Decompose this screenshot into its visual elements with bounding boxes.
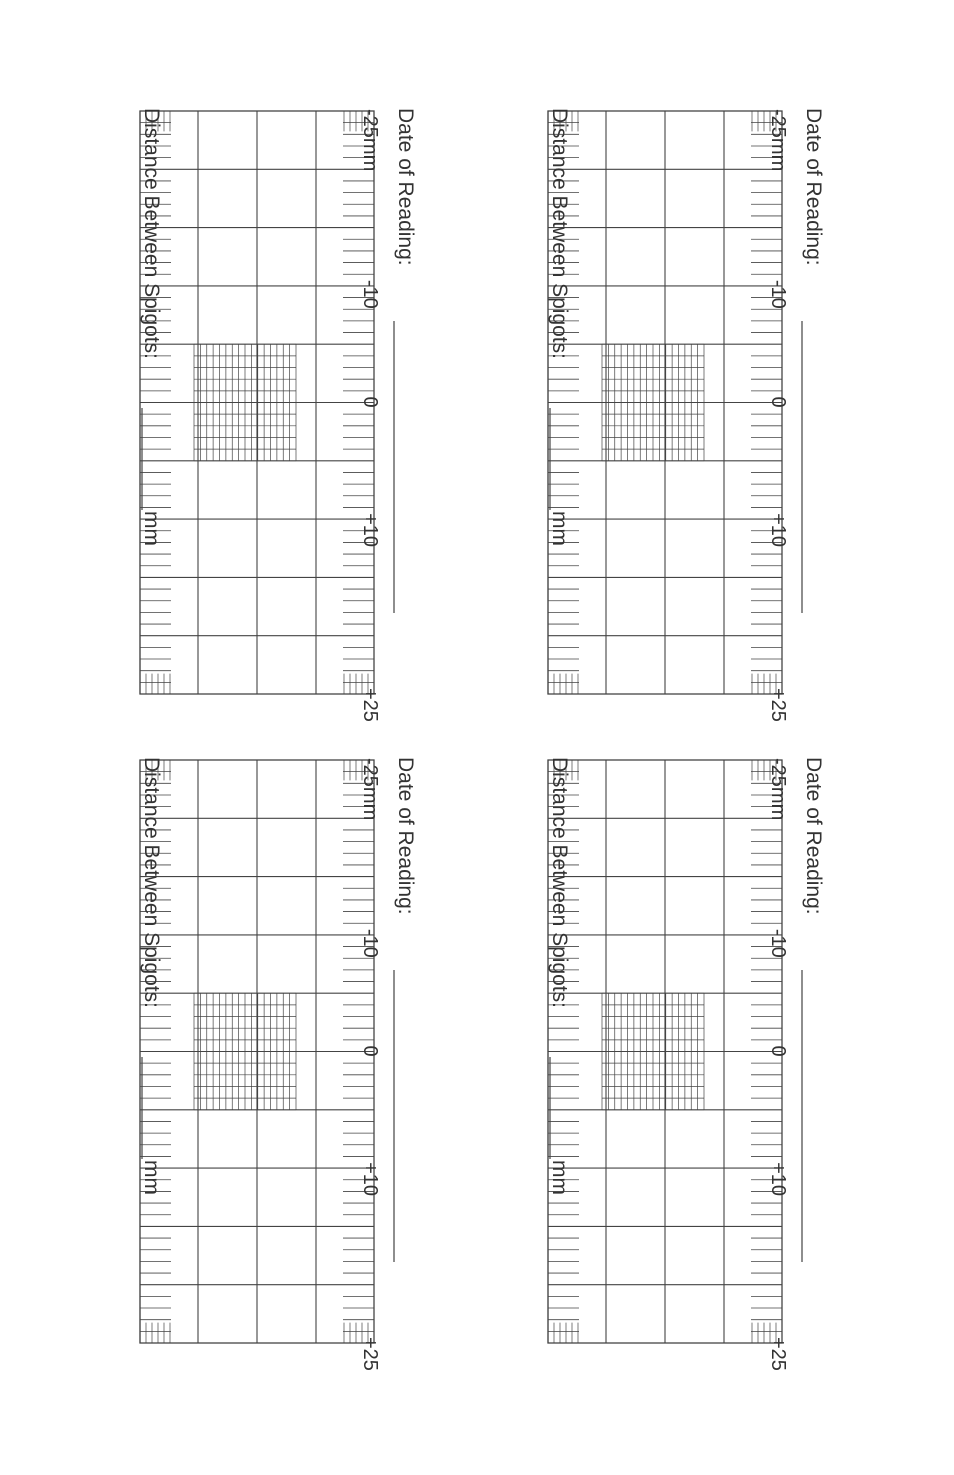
date-of-reading-label: Date of Reading: — [802, 757, 825, 915]
scale-label: -25mm — [359, 758, 381, 821]
date-of-reading-label: Date of Reading: — [394, 757, 417, 915]
distance-between-spigots-label: Distance Between Spigots: — [140, 108, 163, 359]
distance-between-spigots-label: Distance Between Spigots: — [548, 757, 571, 1008]
distance-unit-label: mm — [140, 1160, 163, 1195]
distance-unit-label: mm — [548, 1160, 571, 1195]
scale-label: -25mm — [359, 109, 381, 172]
scale-label: +25 — [767, 1337, 789, 1371]
scale-label: +10 — [359, 513, 381, 548]
date-of-reading-label: Date of Reading: — [802, 108, 825, 266]
scale-label: 0 — [767, 1045, 789, 1057]
scale-label: -10 — [359, 279, 381, 309]
scale-label: 0 — [359, 396, 381, 408]
scale-label: -10 — [767, 279, 789, 309]
scale-label: 0 — [359, 1045, 381, 1057]
scale-label: +10 — [359, 1162, 381, 1197]
distance-between-spigots-label: Distance Between Spigots: — [140, 757, 163, 1008]
scale-label: +25 — [359, 1337, 381, 1371]
distance-between-spigots-label: Distance Between Spigots: — [548, 108, 571, 359]
scale-label: -25mm — [767, 758, 789, 821]
scale-label: +10 — [767, 1162, 789, 1197]
scale-label: -10 — [767, 928, 789, 958]
distance-unit-label: mm — [140, 511, 163, 546]
scale-label: 0 — [767, 396, 789, 408]
scale-label: -10 — [359, 928, 381, 958]
measurement-card — [548, 108, 828, 722]
scale-label: -25mm — [767, 109, 789, 172]
scale-label: +25 — [767, 688, 789, 722]
distance-unit-label: mm — [548, 511, 571, 546]
date-of-reading-label: Date of Reading: — [394, 108, 417, 266]
measurement-card — [140, 108, 420, 722]
scale-label: +25 — [359, 688, 381, 722]
measurement-card — [140, 757, 420, 1371]
measurement-card — [548, 757, 828, 1371]
scale-label: +10 — [767, 513, 789, 548]
